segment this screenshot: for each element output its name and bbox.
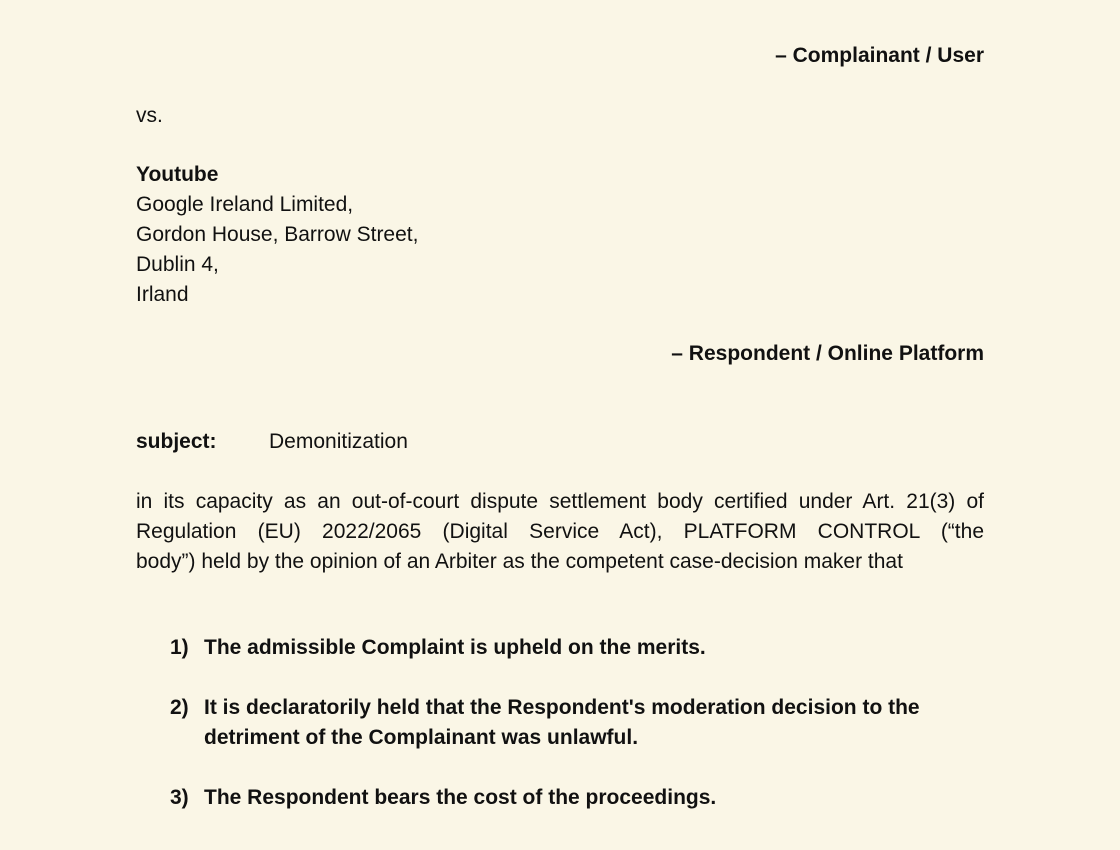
decision-text: The Respondent bears the cost of the proceedings. xyxy=(204,786,717,809)
decision-item xyxy=(170,783,990,813)
versus-label: vs. xyxy=(136,104,163,127)
address-line: Irland xyxy=(136,283,189,306)
decision-item xyxy=(170,693,990,753)
address-line: Gordon House, Barrow Street, xyxy=(136,223,419,246)
respondent-role-label: – Respondent / Online Platform xyxy=(671,342,984,365)
preamble-line: Regulation (EU) 2022/2065 (Digital Service Act), PLATFORM CONTROL (“the xyxy=(136,520,984,543)
complainant-role-label: – Complainant / User xyxy=(775,44,984,67)
decision-text: The admissible Complaint is upheld on the merits. xyxy=(204,636,706,659)
decision-item xyxy=(170,633,990,663)
preamble-paragraph xyxy=(136,487,984,577)
respondent-address xyxy=(136,190,418,310)
subject-label: subject: xyxy=(136,430,217,453)
decision-number: 3) xyxy=(170,786,189,809)
subject-line xyxy=(136,427,408,457)
subject-value: Demonitization xyxy=(269,430,408,453)
address-line: Google Ireland Limited, xyxy=(136,193,354,216)
respondent-name: Youtube xyxy=(136,163,219,186)
decision-text: It is declaratorily held that the Respondent's moderation decision to the detriment of the Complainant was unlawful. xyxy=(204,696,920,749)
preamble-line: in its capacity as an out-of-court dispute settlement body certified under Art. 21(3) of xyxy=(136,490,984,513)
decision-number: 1) xyxy=(170,636,189,659)
address-line: Dublin 4, xyxy=(136,253,219,276)
preamble-line: body”) held by the opinion of an Arbiter as the competent case-decision maker that xyxy=(136,550,903,573)
decision-list xyxy=(170,633,990,843)
decision-number: 2) xyxy=(170,696,189,719)
